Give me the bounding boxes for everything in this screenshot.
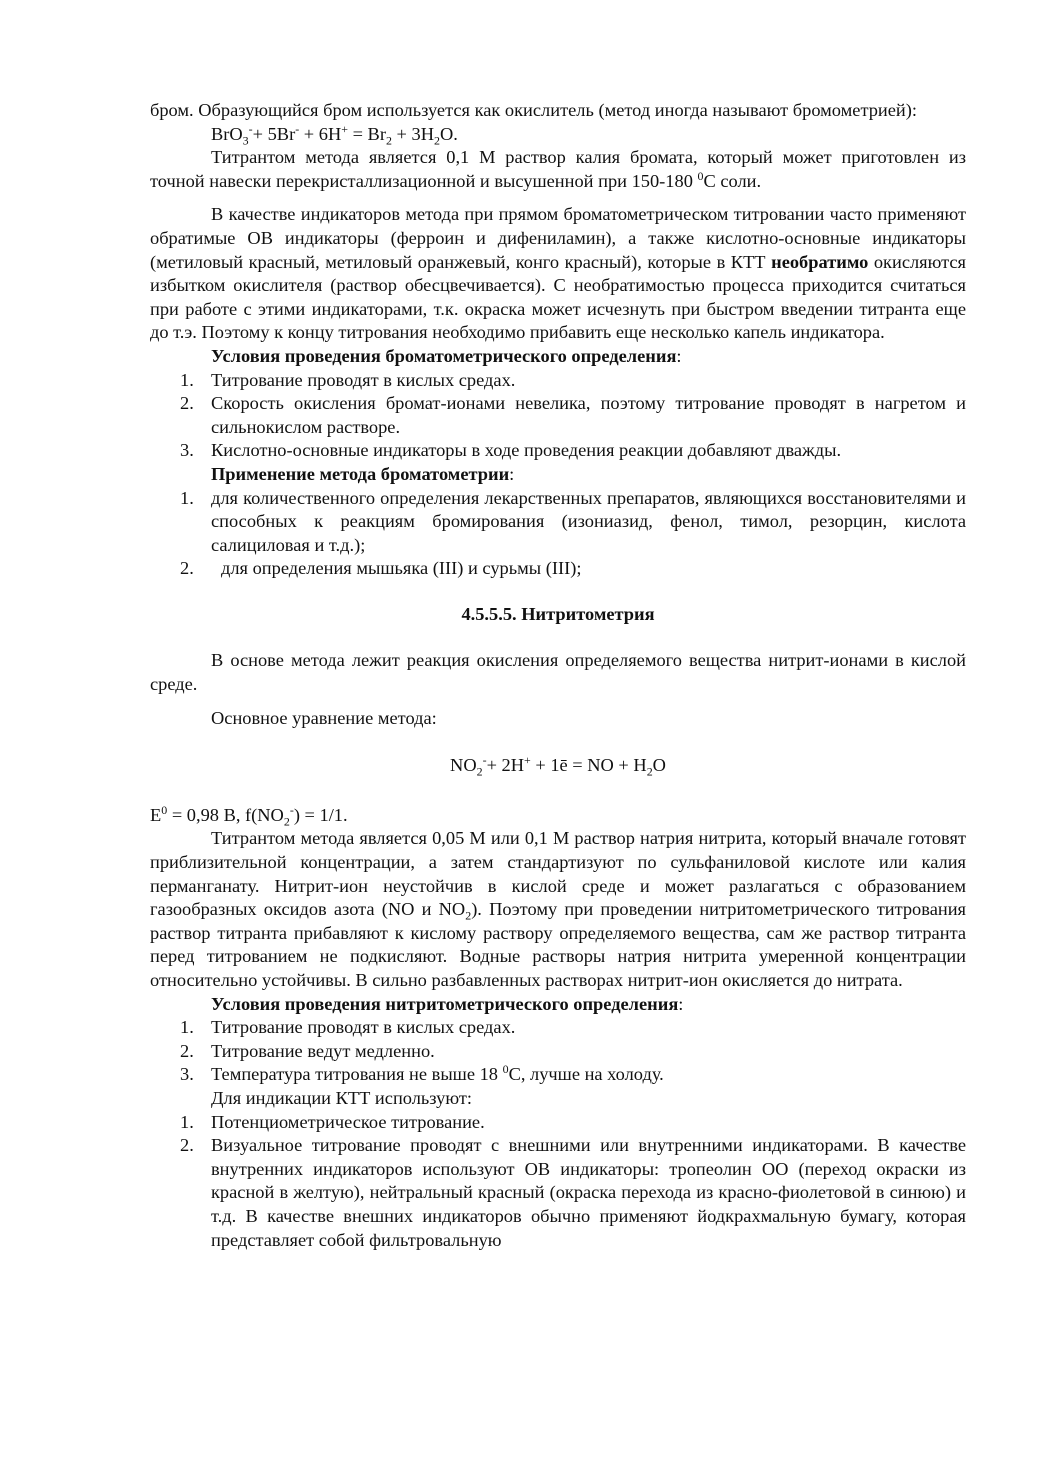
bromate-conditions-list <box>150 369 966 463</box>
indication-list <box>150 1111 966 1253</box>
method-basis-paragraph: В основе метода лежит реакция окисления определяемого вещества нитрит-ионами в кислой среде. <box>150 650 966 695</box>
nitrite-conditions-heading: Условия проведения нитритометрического определения: <box>211 993 684 1014</box>
list-item: 2. Визуальное титрование проводят с внешними или внутренними индикаторами. В качестве внутренних индикаторов используют ОВ индикаторы: тропеолин ОО (переход окраски из красной в желтую), нейтральный красный (окраска перехода из красно-фиолетовой в синюю) и т.д. В качестве внешних индикаторов обычно применяют йодкрахмальную бумагу, которая представляет собой фильтровальную <box>180 1135 966 1250</box>
equation-label: Основное уравнение метода: <box>211 707 437 728</box>
nitrite-equation: $NO_2^-+ 2H^+$ + 1ē = NO + $H_2O$ <box>450 753 666 779</box>
list-item: 2. Скорость окисления бромат-ионами невелика, поэтому титрование проводят в нагретом и сильнокислом растворе. <box>180 393 966 437</box>
indicators-paragraph: В качестве индикаторов метода при прямом броматометрическом титровании часто применяют обратимые ОВ индикаторы (ферроин и дифениламин), а также кислотно-основные индикаторы (метиловый красный, метиловый оранжевый, конго красный), которые в КТТ необратимо окисляются избытком окислителя (раствор обесцвечивается). С необратимостью процесса приходится считаться при работе с этими индикаторами, т.к. окраска может исчезнуть при быстром введении титранта еще до т.э. Поэтому к концу титрования необходимо прибавить еще несколько капель индикатора. <box>150 204 967 343</box>
bromate-application-list <box>150 487 966 581</box>
list-item: 1. для количественного определения лекарственных препаратов, являющихся восстановителями и способных к реакциям бромирования (изониазид, фенол, тимол, резорцин, кислота салициловая и т.д.); <box>180 487 966 555</box>
indication-label: Для индикации КТТ используют: <box>211 1087 473 1108</box>
titrant-paragraph: Титрантом метода является 0,1 М раствор калия бромата, который может приготовлен из точной навески перекристаллизационной и высушенной при 150-180 $^0$С соли. <box>150 147 966 191</box>
list-item: 3. Температура титрования не выше 18 $^0$С, лучше на холоду. <box>180 1062 664 1085</box>
list-item: 3. Кислотно-основные индикаторы в ходе проведения реакции добавляют дважды. <box>180 440 842 461</box>
list-item: 2. для определения мышьяка (III) и сурьмы (III); <box>180 558 582 579</box>
bromate-conditions-heading: Условия проведения броматометрического определения: <box>211 345 682 366</box>
section-title: 4.5.5.5. Нитритометрия <box>461 603 655 624</box>
nitrite-titrant-paragraph: Титрантом метода является 0,05 М или 0,1 М раствор натрия нитрита, который вначале готовят приблизительной концентрации, а затем стандартизуют по сульфаниловой кислоте или калия перманганату. Нитрит-ион неустойчив в кислой среде и может разлагаться с образованием газообразных оксидов азота (NO и $NO_2$). Поэтому при проведении нитритометрического титрования раствор титранта прибавляют к кислому раствору определяемого вещества, сам же раствор титранта перед титрованием не подкисляют. Водные растворы натрия нитрита умеренной концентрации относительно устойчивы. В сильно разбавленных растворах нитрит-ион окисляется до нитрата. <box>150 828 966 990</box>
list-item: 1. Потенциометрическое титрование. <box>180 1111 485 1132</box>
potential-line: $E^0 = 0,98$ В, $f(NO_2^-) = 1/1$. <box>150 802 348 829</box>
intro-paragraph: бром. Образующийся бром используется как окислитель (метод иногда называют бромометрией): <box>150 100 917 120</box>
list-item: 1. Титрование проводят в кислых средах. <box>180 1017 516 1038</box>
bromate-equation: $BrO_3^-+ 5Br^- + 6H^+ = Br_2 + 3H_2O$. <box>211 121 458 148</box>
bromate-application-heading: Применение метода броматометрии: <box>211 463 515 484</box>
document-page <box>150 99 966 1252</box>
list-item: 2. Титрование ведут медленно. <box>180 1040 435 1061</box>
nitrite-conditions-list <box>150 1016 966 1087</box>
list-item: 1. Титрование проводят в кислых средах. <box>180 369 516 390</box>
